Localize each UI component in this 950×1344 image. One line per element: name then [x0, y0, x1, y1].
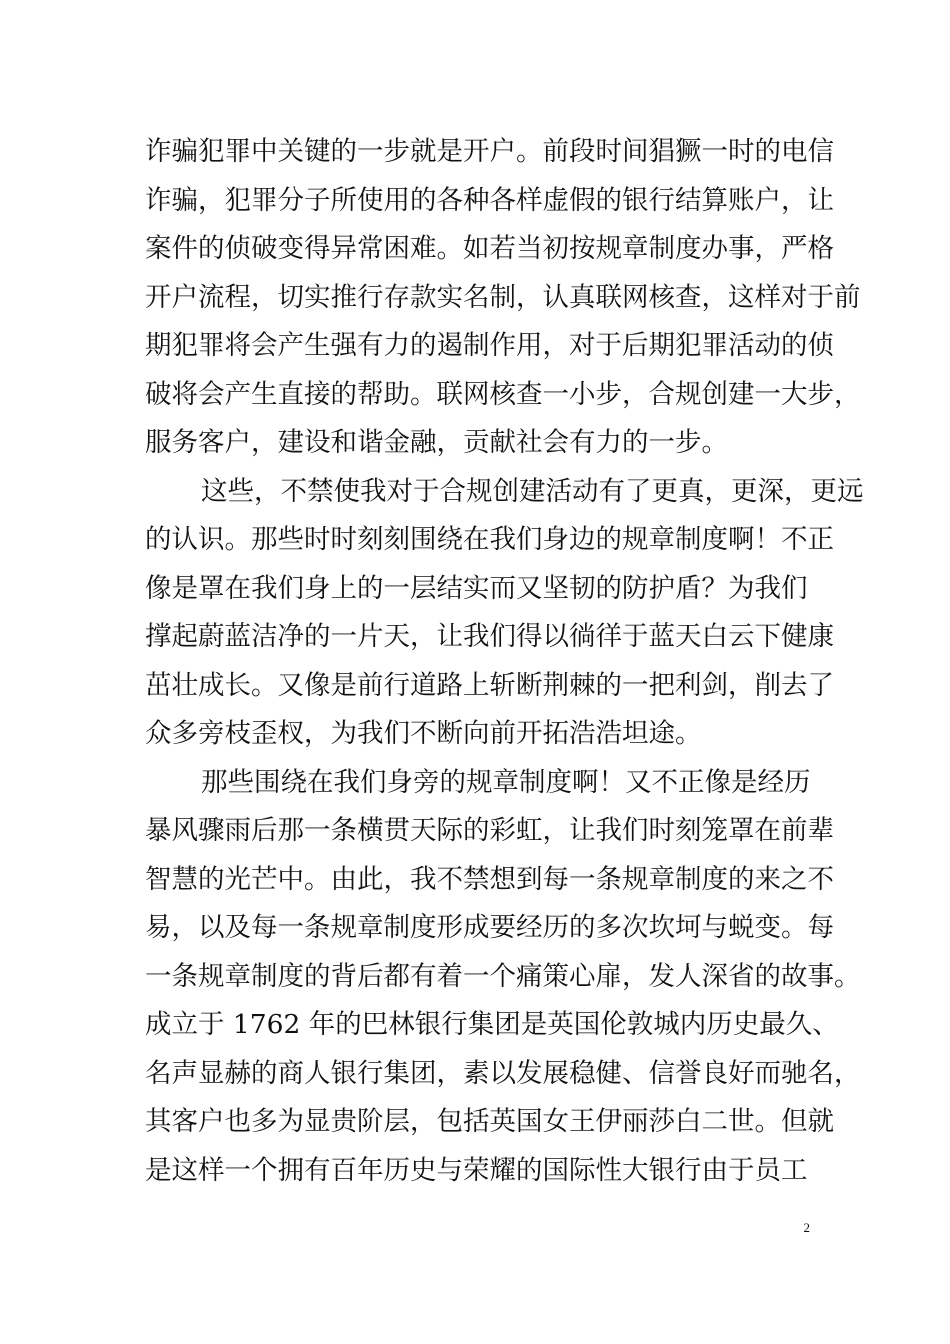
text-line: 服务客户，建设和谐金融，贡献社会有力的一步。 [145, 427, 728, 458]
text-line: 像是罩在我们身上的一层结实而又坚韧的防护盾？为我们 [145, 572, 808, 604]
text-line: 诈骗，犯罪分子所使用的各种各样虚假的银行结算账户，让 [145, 184, 834, 216]
text-line: 开户流程，切实推行存款实名制，认真联网核查，这样对于前 [145, 281, 861, 313]
text-line: 诈骗犯罪中关键的一步就是开户。前段时间猖獗一时的电信 [145, 136, 834, 167]
text-line: 期犯罪将会产生强有力的遏制作用，对于后期犯罪活动的侦 [145, 330, 834, 361]
paragraph-2 [145, 468, 864, 759]
text-line: 其客户也多为显贵阶层，包括英国女王伊丽莎白二世。但就 [145, 1106, 834, 1137]
text-line: 破将会产生直接的帮助。联网核查一小步，合规创建一大步， [145, 378, 861, 410]
paragraph-3 [145, 759, 861, 1196]
text-line: 的认识。那些时时刻刻围绕在我们身边的规章制度啊！不正 [145, 524, 834, 555]
body-text [145, 128, 864, 1195]
text-line: 一条规章制度的背后都有着一个痛策心扉，发人深省的故事。 [145, 960, 861, 992]
text-line: 成立于 1762 年的巴林银行集团是英国伦敦城内历史最久、 [145, 1009, 839, 1040]
paragraph-1 [145, 128, 861, 468]
text-line: 名声显赫的商人银行集团，素以发展稳健、信誉良好而驰名， [145, 1057, 861, 1089]
text-line: 众多旁枝歪杈，为我们不断向前开拓浩浩坦途。 [145, 718, 702, 749]
text-line: 暴风骤雨后那一条横贯天际的彩虹，让我们时刻笼罩在前辈 [145, 815, 834, 846]
text-line: 是这样一个拥有百年历史与荣耀的国际性大银行由于员工 [145, 1154, 808, 1186]
text-line: 撑起蔚蓝洁净的一片天，让我们得以徜徉于蓝天白云下健康 [145, 621, 834, 652]
page-number: 2 [803, 1220, 810, 1235]
text-line: 茁壮成长。又像是前行道路上斩断荆棘的一把利剑，削去了 [145, 669, 834, 701]
text-line: 智慧的光芒中。由此，我不禁想到每一条规章制度的来之不 [145, 863, 834, 895]
text-line: 这些，不禁使我对于合规创建活动有了更真，更深，更远 [201, 475, 864, 507]
text-line: 易，以及每一条规章制度形成要经历的多次坎坷与蜕变。每 [145, 912, 834, 943]
text-line: 案件的侦破变得异常困难。如若当初按规章制度办事，严格 [145, 233, 834, 264]
text-line: 那些围绕在我们身旁的规章制度啊！又不正像是经历 [201, 766, 811, 798]
